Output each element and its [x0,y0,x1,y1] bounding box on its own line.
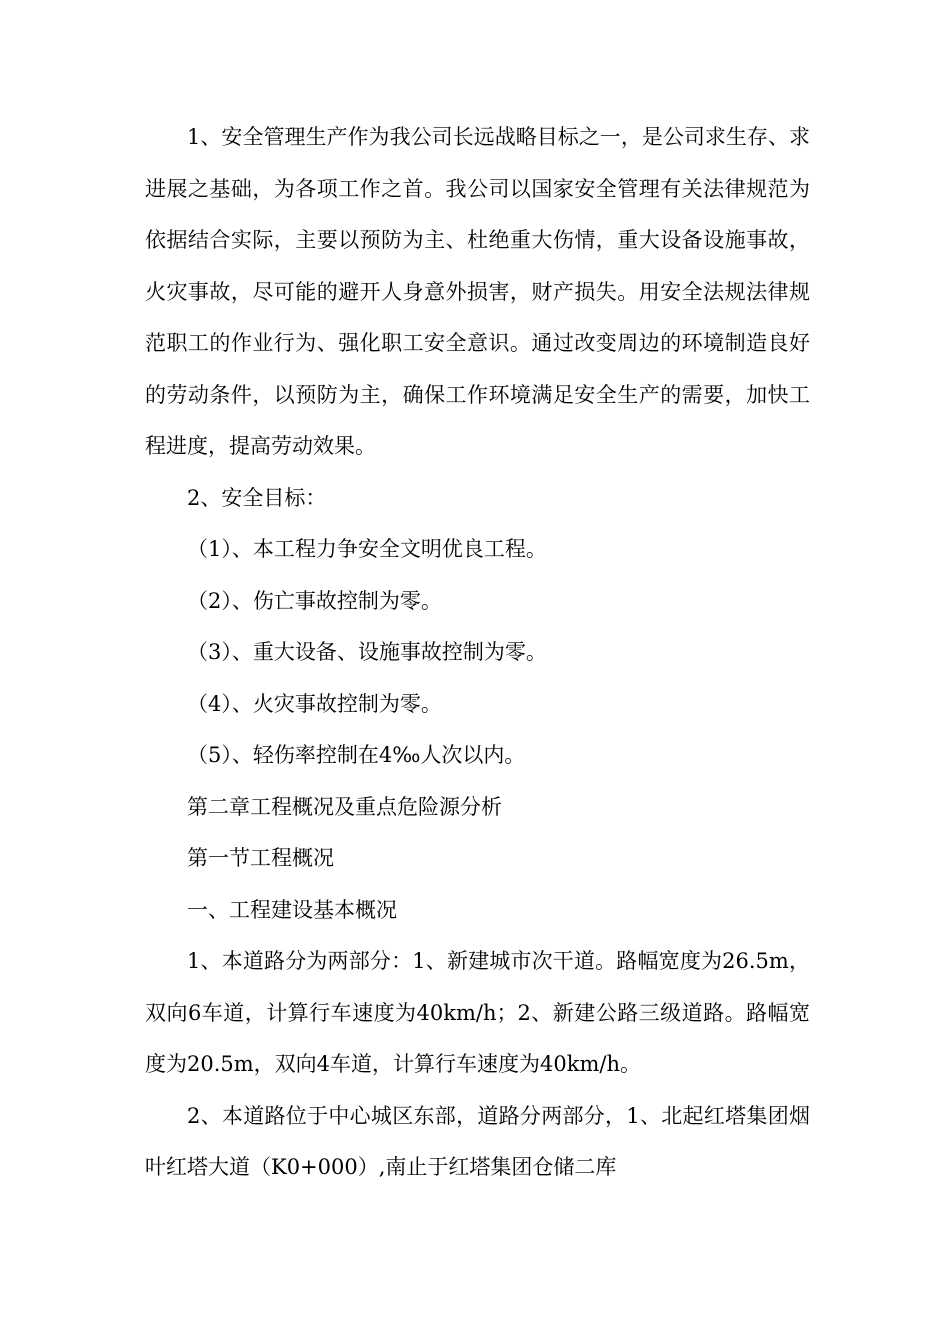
paragraph-safety-goals-heading: 2、安全目标： [187,485,327,510]
goal-item-4: （4）、火灾事故控制为零。 [187,691,442,716]
goal-item-2: （2）、伤亡事故控制为零。 [187,588,442,613]
paragraph-safety-strategy: 1、安全管理生产作为我公司长远战略目标之一，是公司求生存、求进展之基础，为各项工作之首。我公司以国家安全管理有关法律规范为依据结合实际，主要以预防为主、杜绝重大伤情，重大设备设施事故，火灾事故，尽可能的避开人身意外损害，财产损失。用安全法规法律规范职工的作业行为、强化职工安全意识。通过改变周边的环境制造良好的劳动条件，以预防为主，确保工作环境满足安全生产的需要，加快工程进度，提高劳动效果。 [145,125,810,458]
goal-item-3: （3）、重大设备、设施事故控制为零。 [187,640,547,664]
goal-item-1: （1）、本工程力争安全文明优良工程。 [187,537,547,561]
chapter-heading: 第二章工程概况及重点危险源分析 [187,794,502,819]
goal-item-5: （5）、轻伤率控制在4‰人次以内。 [187,743,526,767]
subsection-heading: 一、工程建设基本概况 [187,897,397,922]
paragraph-road-parts: 1、本道路分为两部分：1、新建城市次干道。路幅宽度为26.5m，双向6车道，计算行车速度为40km/h；2、新建公路三级道路。路幅宽度为20.5m，双向4车道，计算行车速度为40km/h。 [145,949,810,1076]
paragraph-road-location: 2、本道路位于中心城区东部，道路分两部分，1、北起红塔集团烟叶红塔大道（K0+000）,南止于红塔集团仓储二库 [145,1103,810,1179]
section-heading: 第一节工程概况 [187,846,334,870]
document-body [145,112,810,1194]
